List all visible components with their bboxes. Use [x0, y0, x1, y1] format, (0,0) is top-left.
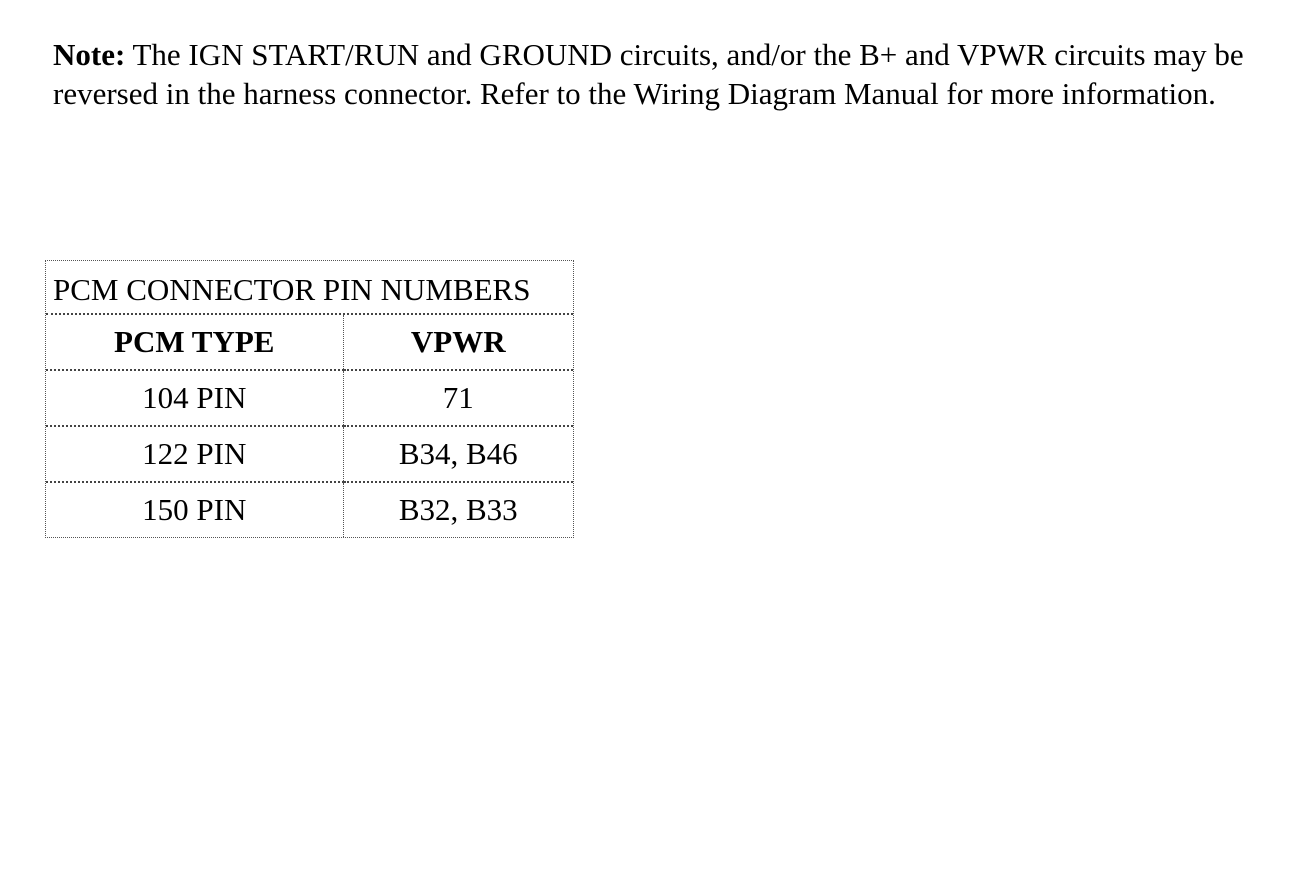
cell-pcm-type: 122 PIN: [46, 426, 343, 482]
column-header-pcm-type: PCM TYPE: [46, 315, 343, 370]
cell-pcm-type: 150 PIN: [46, 482, 343, 537]
table-header-row: [46, 315, 573, 370]
cell-vpwr: B34, B46: [343, 426, 573, 482]
cell-pcm-type: 104 PIN: [46, 370, 343, 426]
note-paragraph: [53, 36, 1268, 113]
column-header-vpwr: VPWR: [343, 315, 573, 370]
table-row: [46, 426, 573, 482]
table-caption: PCM CONNECTOR PIN NUMBERS: [46, 261, 573, 315]
cell-vpwr: B32, B33: [398, 492, 518, 527]
cell-vpwr: 71: [343, 370, 573, 426]
note-text: The IGN START/RUN and GROUND circuits, and/or the B+ and VPWR circuits may be reversed in the harness connector. Refer to the Wiring Diagram Manual for more information.: [53, 37, 1244, 111]
pcm-connector-pin-table: [45, 260, 574, 538]
table-row: [46, 482, 573, 537]
pin-table-grid: [46, 315, 573, 537]
table-row: [46, 370, 573, 426]
note-label: Note:: [53, 37, 126, 72]
